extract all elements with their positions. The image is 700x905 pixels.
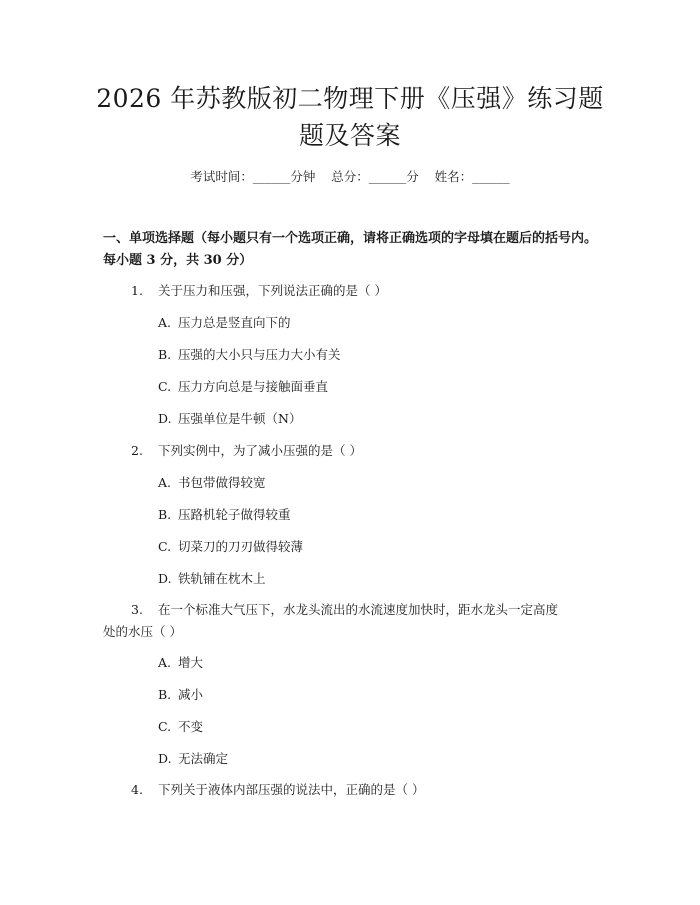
option-text: 铁轨铺在枕木上 <box>178 571 266 586</box>
document-title-line1: 2026 年苏教版初二物理下册《压强》练习题 <box>96 84 604 113</box>
option-text: 压路机轮子做得较重 <box>178 507 291 522</box>
option-a <box>158 474 266 492</box>
option-a <box>158 314 291 332</box>
option-letter: A. <box>158 475 172 490</box>
option-d <box>158 410 301 428</box>
option-d <box>158 570 266 588</box>
option-a <box>158 654 203 672</box>
question-number: 4. <box>131 782 143 797</box>
option-text: 增大 <box>178 655 204 670</box>
option-letter: D. <box>158 571 172 586</box>
question-text-line2: 处的水压（ ） <box>103 624 182 639</box>
option-text: 无法确定 <box>178 751 229 766</box>
option-letter: B. <box>158 347 172 362</box>
exam-info-line: 考试时间：______分钟 总分：______分 姓名：______ <box>190 169 510 184</box>
option-text: 压强的大小只与压力大小有关 <box>178 347 341 362</box>
option-b <box>158 346 341 364</box>
question-text: 关于压力和压强，下列说法正确的是（ ） <box>158 283 387 298</box>
question-text: 下列关于液体内部压强的说法中，正确的是（ ） <box>158 782 425 797</box>
question-number: 2. <box>131 443 143 458</box>
option-letter: D. <box>158 751 172 766</box>
option-text: 压力总是竖直向下的 <box>178 315 291 330</box>
option-c <box>158 378 328 396</box>
option-c <box>158 538 303 556</box>
option-text: 切菜刀的刀刃做得较薄 <box>178 539 304 554</box>
option-letter: B. <box>158 507 172 522</box>
option-text: 压强单位是牛顿（N） <box>178 411 302 426</box>
option-d <box>158 750 228 768</box>
option-letter: B. <box>158 687 172 702</box>
question-number: 1. <box>131 283 143 298</box>
option-text: 书包带做得较宽 <box>178 475 266 490</box>
section-heading: 一、单项选择题（每小题只有一个选项正确，请将正确选项的字母填在题后的括号内。每小题 3 分，共 30 分） <box>103 231 598 268</box>
option-letter: C. <box>158 379 172 394</box>
question-text: 下列实例中，为了减小压强的是（ ） <box>158 443 362 458</box>
option-letter: A. <box>158 315 172 330</box>
question-number: 3. <box>131 602 143 617</box>
option-letter: D. <box>158 411 172 426</box>
option-b <box>158 686 203 704</box>
document-title-line2: 题及答案 <box>298 121 401 150</box>
option-c <box>158 718 203 736</box>
option-letter: A. <box>158 655 172 670</box>
question-text-line1: 在一个标准大气压下，水龙头流出的水流速度加快时，距水龙头一定高度 <box>158 602 559 617</box>
option-text: 压力方向总是与接触面垂直 <box>178 379 329 394</box>
option-b <box>158 506 291 524</box>
option-letter: C. <box>158 539 172 554</box>
option-letter: C. <box>158 719 172 734</box>
option-text: 不变 <box>178 719 204 734</box>
option-text: 减小 <box>178 687 204 702</box>
